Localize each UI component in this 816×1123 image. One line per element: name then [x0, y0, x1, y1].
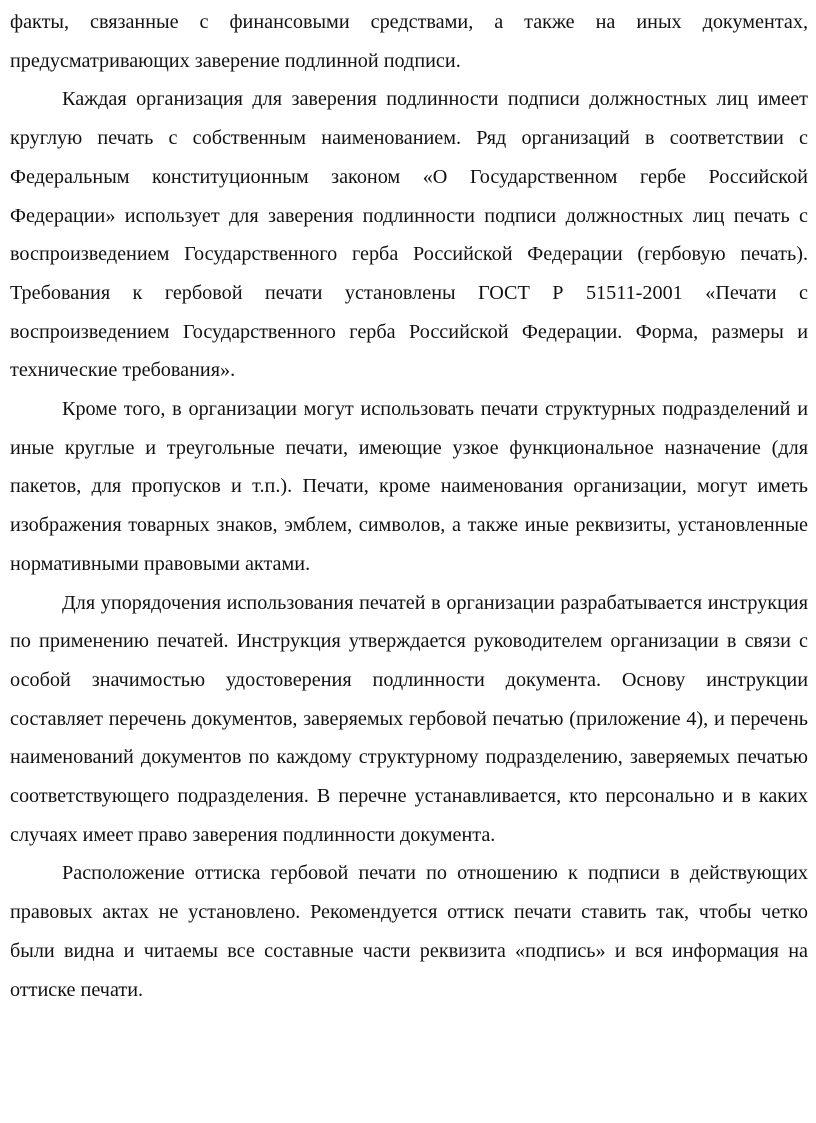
- paragraph-seal-instruction: Для упорядочения использования печатей в организации разрабатывается инструкция по применению печатей. Инструкция утверждается руководителем организации в связи с особой значимостью удостоверения подлинности документа. Основу инструкции составляет перечень документов, заверяемых гербовой печатью (приложение 4), и перечень наименований документов по каждому структурному подразделению, заверяемых печатью соответствующего подразделения. В перечне устанавливается, кто персонально и в каких случаях имеет право заверения подлинности документа.: [10, 591, 808, 846]
- document-page: [10, 0, 808, 1123]
- paragraph-other-seals: Кроме того, в организации могут использовать печати структурных подразделений и иные круглые и треугольные печати, имеющие узкое функциональное назначение (для пакетов, для пропусков и т.п.). Печати, кроме наименования организации, могут иметь изображения товарных знаков, эмблем, символов, а также иные реквизиты, установленные нормативными правовыми актами.: [10, 398, 808, 575]
- paragraph-continuation: факты, связанные с финансовыми средствами, а также на иных документах, предусматривающих заверение подлинной подписи.: [10, 11, 808, 72]
- paragraph-official-seal: Каждая организация для заверения подлинности подписи должностных лиц имеет круглую печать с собственным наименованием. Ряд организаций в соответствии с Федеральным конституционным законом «О Государственном гербе Российской Федерации» использует для заверения подлинности подписи должностных лиц печать с воспроизведением Государственного герба Российской Федерации (гербовую печать). Требования к гербовой печати установлены ГОСТ Р 51511-2001 «Печати с воспроизведением Государственного герба Российской Федерации. Форма, размеры и технические требования».: [10, 88, 808, 382]
- paragraph-seal-placement: Расположение оттиска гербовой печати по отношению к подписи в действующих правовых актах не установлено. Рекомендуется оттиск печати ставить так, чтобы четко были видна и читаемы все составные части реквизита «подпись» и вся информация на оттиске печати.: [10, 862, 808, 1001]
